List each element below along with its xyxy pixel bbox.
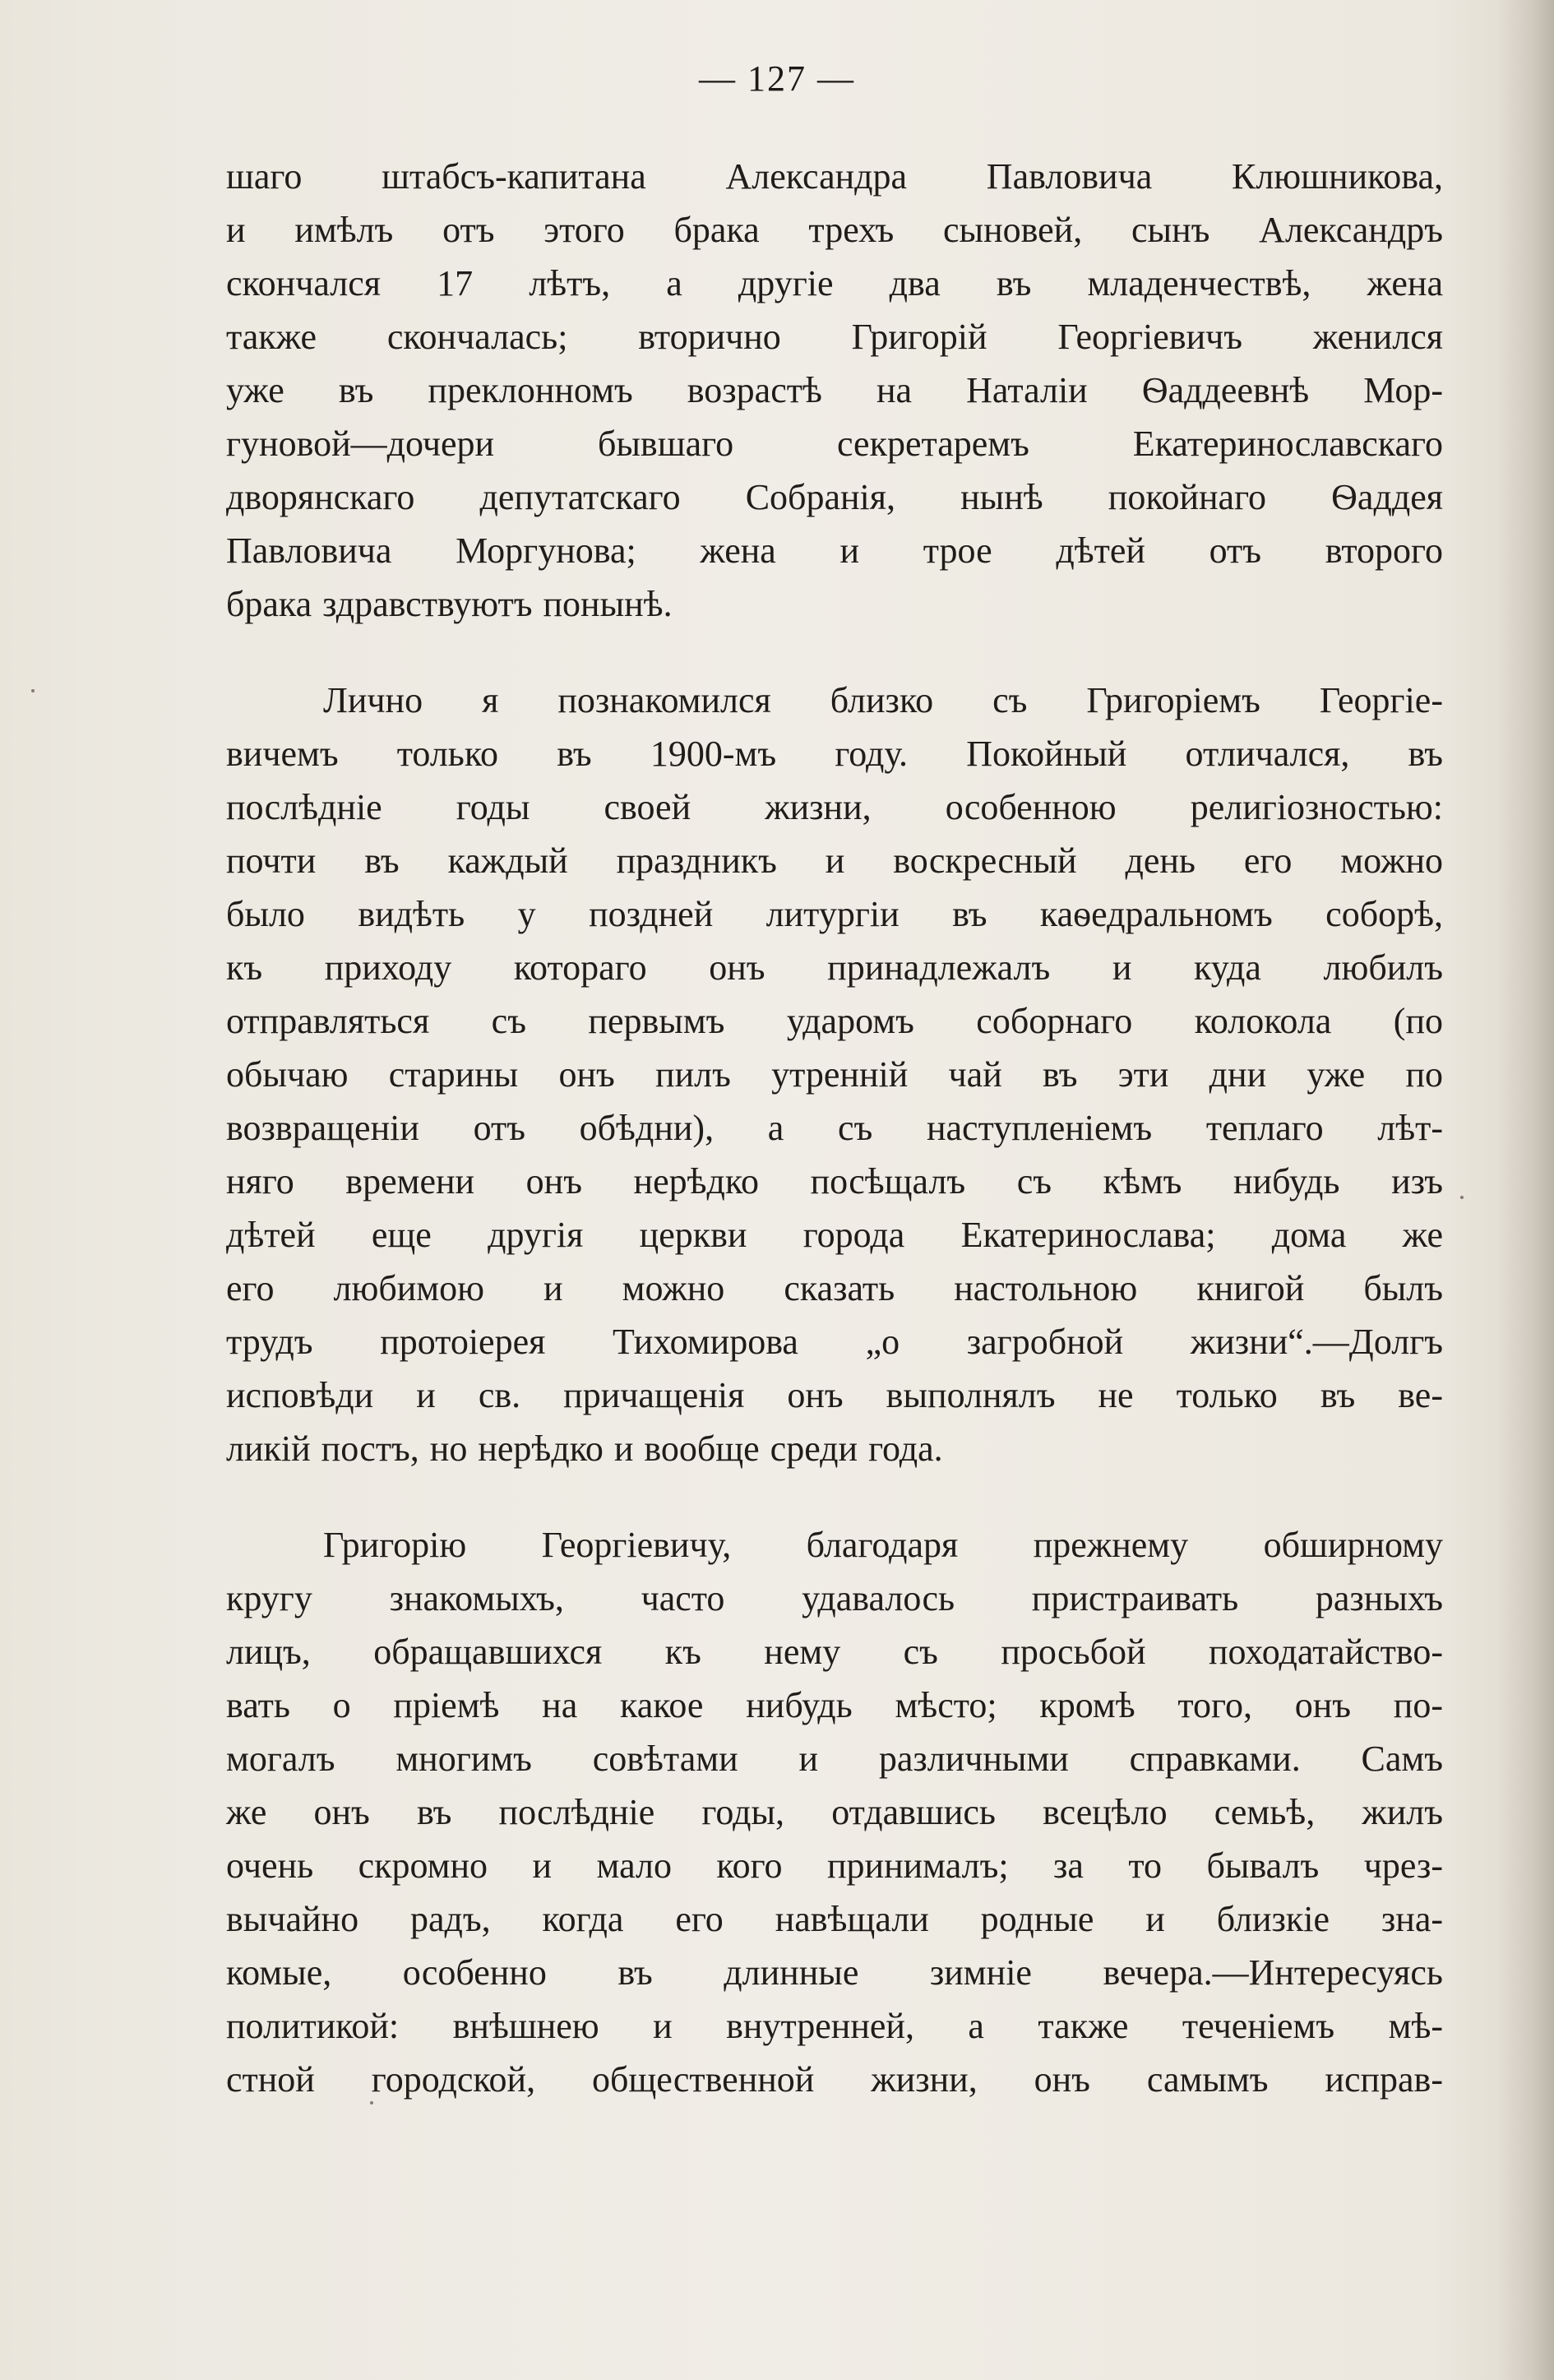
text-line: скончался 17 лѣтъ, а другіе два въ младенчествѣ, жена — [226, 263, 1443, 303]
text-line: Григорію Георгіевичу, благодаря прежнему обширному — [323, 1525, 1443, 1565]
text-line: также скончалась; вторично Григорій Георгіевичъ женился — [226, 317, 1443, 357]
paragraph — [226, 1518, 1443, 2106]
body-text — [226, 150, 1443, 2106]
paragraph-spacer — [226, 631, 1443, 674]
text-line: отправляться съ первымъ ударомъ соборнаго колокола (по — [226, 1001, 1443, 1041]
paragraph — [226, 150, 1443, 631]
text-line: Лично я познакомился близко съ Григоріемъ Георгіе- — [323, 680, 1443, 720]
text-line: стной городской, общественной жизни, онъ самымъ исправ- — [226, 2059, 1443, 2100]
text-line: кругу знакомыхъ, часто удавалось пристраивать разныхъ — [226, 1578, 1443, 1618]
paper-speck — [370, 2101, 373, 2104]
text-line: почти въ каждый праздникъ и воскресный день его можно — [226, 840, 1443, 881]
page-edge-shadow — [1496, 0, 1554, 2380]
text-line: комые, особенно въ длинные зимніе вечера.—Интересуясь — [226, 1952, 1443, 1993]
text-line: его любимою и можно сказать настольною книгой былъ — [226, 1268, 1443, 1308]
text-line: брака здравствуютъ понынѣ. — [226, 584, 673, 624]
paragraph-spacer — [226, 1475, 1443, 1518]
text-line: трудъ протоіерея Тихомирова „о загробной жизни“.—Долгъ — [226, 1322, 1443, 1362]
text-line: возвращеніи отъ обѣдни), а съ наступленіемъ теплаго лѣт- — [226, 1108, 1443, 1148]
text-line: вычайно радъ, когда его навѣщали родные и близкіе зна- — [226, 1899, 1443, 1939]
paragraph — [226, 674, 1443, 1475]
text-line: вать о пріемѣ на какое нибудь мѣсто; кромѣ того, онъ по- — [226, 1685, 1443, 1725]
text-line: обычаю старины онъ пилъ утренній чай въ эти дни уже по — [226, 1054, 1443, 1095]
text-line: Павловича Моргунова; жена и трое дѣтей отъ второго — [226, 530, 1443, 571]
text-line: же онъ въ послѣдніе годы, отдавшись всецѣло семьѣ, жилъ — [226, 1792, 1443, 1832]
text-line: исповѣди и св. причащенія онъ выполнялъ не только въ ве- — [226, 1375, 1443, 1415]
text-line: шаго штабсъ-капитана Александра Павловича Клюшникова, — [226, 156, 1443, 197]
paper-speck — [1460, 1196, 1464, 1199]
text-line: политикой: внѣшнею и внутренней, а также теченіемъ мѣ- — [226, 2006, 1443, 2046]
text-line: послѣдніе годы своей жизни, особенною религіозностью: — [226, 787, 1443, 827]
text-line: было видѣть у поздней литургіи въ каѳедральномъ соборѣ, — [226, 894, 1443, 934]
text-line: очень скромно и мало кого принималъ; за то бывалъ чрез- — [226, 1845, 1443, 1886]
text-line: дѣтей еще другія церкви города Екатеринослава; дома же — [226, 1215, 1443, 1255]
paper-speck — [31, 689, 35, 692]
text-line: вичемъ только въ 1900-мъ году. Покойный отличался, въ — [226, 734, 1443, 774]
text-line: лицъ, обращавшихся къ нему съ просьбой походатайство- — [226, 1632, 1443, 1672]
text-line: няго времени онъ нерѣдко посѣщалъ съ кѣмъ нибудь изъ — [226, 1161, 1443, 1202]
text-line: дворянскаго депутатскаго Собранія, нынѣ покойнаго Ѳаддея — [226, 477, 1443, 517]
text-line: къ приходу котораго онъ принадлежалъ и куда любилъ — [226, 947, 1443, 988]
text-line: могалъ многимъ совѣтами и различными справками. Самъ — [226, 1739, 1443, 1779]
text-line: и имѣлъ отъ этого брака трехъ сыновей, сынъ Александръ — [226, 210, 1443, 250]
text-line: уже въ преклонномъ возрастѣ на Наталіи Ѳаддеевнѣ Мор- — [226, 370, 1443, 410]
text-line: ликій постъ, но нерѣдко и вообще среди года. — [226, 1428, 943, 1469]
text-line: гуновой—дочери бывшаго секретаремъ Екатеринославскаго — [226, 424, 1443, 464]
page-number: — 127 — — [699, 58, 855, 99]
